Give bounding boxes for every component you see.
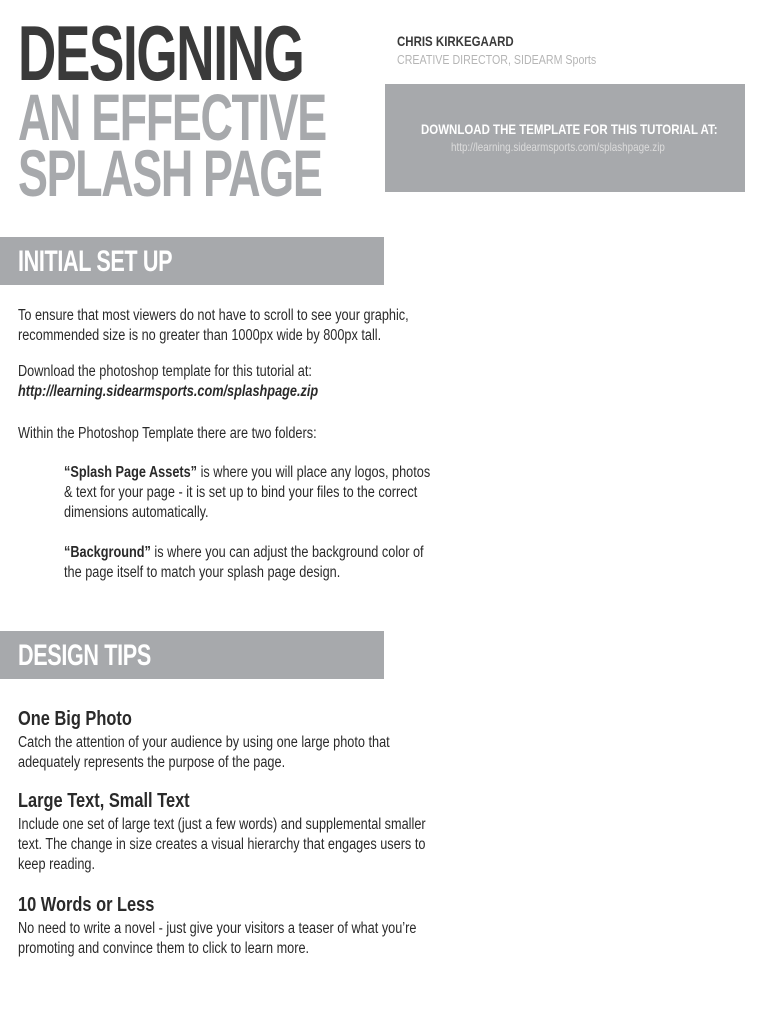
section-header-initial-setup (0, 237, 384, 285)
tip-text-line: promoting and convince them to click to learn more. (18, 940, 310, 957)
author-name: CHRIS KIRKEGAARD (397, 33, 514, 49)
download-heading: DOWNLOAD THE TEMPLATE FOR THIS TUTORIAL AT: (421, 121, 718, 137)
tip-title: One Big Photo (18, 708, 132, 730)
tip-text-line: No need to write a novel - just give your visitors a teaser of what you’re (18, 920, 417, 937)
title-line-3: SPLASH PAGE (18, 136, 322, 210)
setup-paragraph-line: Download the photoshop template for this tutorial at: (18, 363, 312, 380)
setup-paragraph-line: To ensure that most viewers do not have to scroll to see your graphic, (18, 307, 409, 324)
author-role: CREATIVE DIRECTOR, SIDEARM Sports (397, 52, 597, 67)
folder-desc: is where you will place any logos, photos (197, 464, 431, 481)
folder-desc: is where you can adjust the background color of (150, 544, 424, 561)
tip-title: 10 Words or Less (18, 894, 155, 916)
download-box (385, 84, 745, 192)
tip-text-line: Include one set of large text (just a few words) and supplemental smaller (18, 816, 426, 833)
tip-text-line: Catch the attention of your audience by using one large photo that (18, 734, 390, 751)
setup-paragraph-line: Within the Photoshop Template there are two folders: (18, 425, 317, 442)
folder-desc-line: dimensions automatically. (64, 504, 209, 521)
tip-text-line: keep reading. (18, 856, 96, 873)
folder-desc-line: & text for your page - it is set up to bind your files to the correct (64, 484, 418, 501)
template-url-link[interactable]: http://learning.sidearmsports.com/splashpage.zip (18, 383, 319, 400)
title-line-2: AN EFFECTIVE (18, 80, 326, 154)
title-line-1: DESIGNING (18, 9, 304, 97)
folder-name: “Background” (64, 544, 151, 561)
section-heading: DESIGN TIPS (18, 639, 151, 672)
folder-item (64, 463, 430, 483)
folder-desc-line: the page itself to match your splash page design. (64, 564, 341, 581)
setup-paragraph-line: recommended size is no greater than 1000px wide by 800px tall. (18, 327, 382, 344)
tip-text-line: adequately represents the purpose of the page. (18, 754, 286, 771)
download-link[interactable]: http://learning.sidearmsports.com/splashpage.zip (451, 140, 665, 154)
folder-name: “Splash Page Assets” (64, 464, 198, 481)
section-header-design-tips (0, 631, 384, 679)
folder-item (64, 543, 424, 563)
section-heading: INITIAL SET UP (18, 245, 173, 278)
tip-title: Large Text, Small Text (18, 790, 190, 812)
tip-text-line: text. The change in size creates a visual hierarchy that engages users to (18, 836, 426, 853)
